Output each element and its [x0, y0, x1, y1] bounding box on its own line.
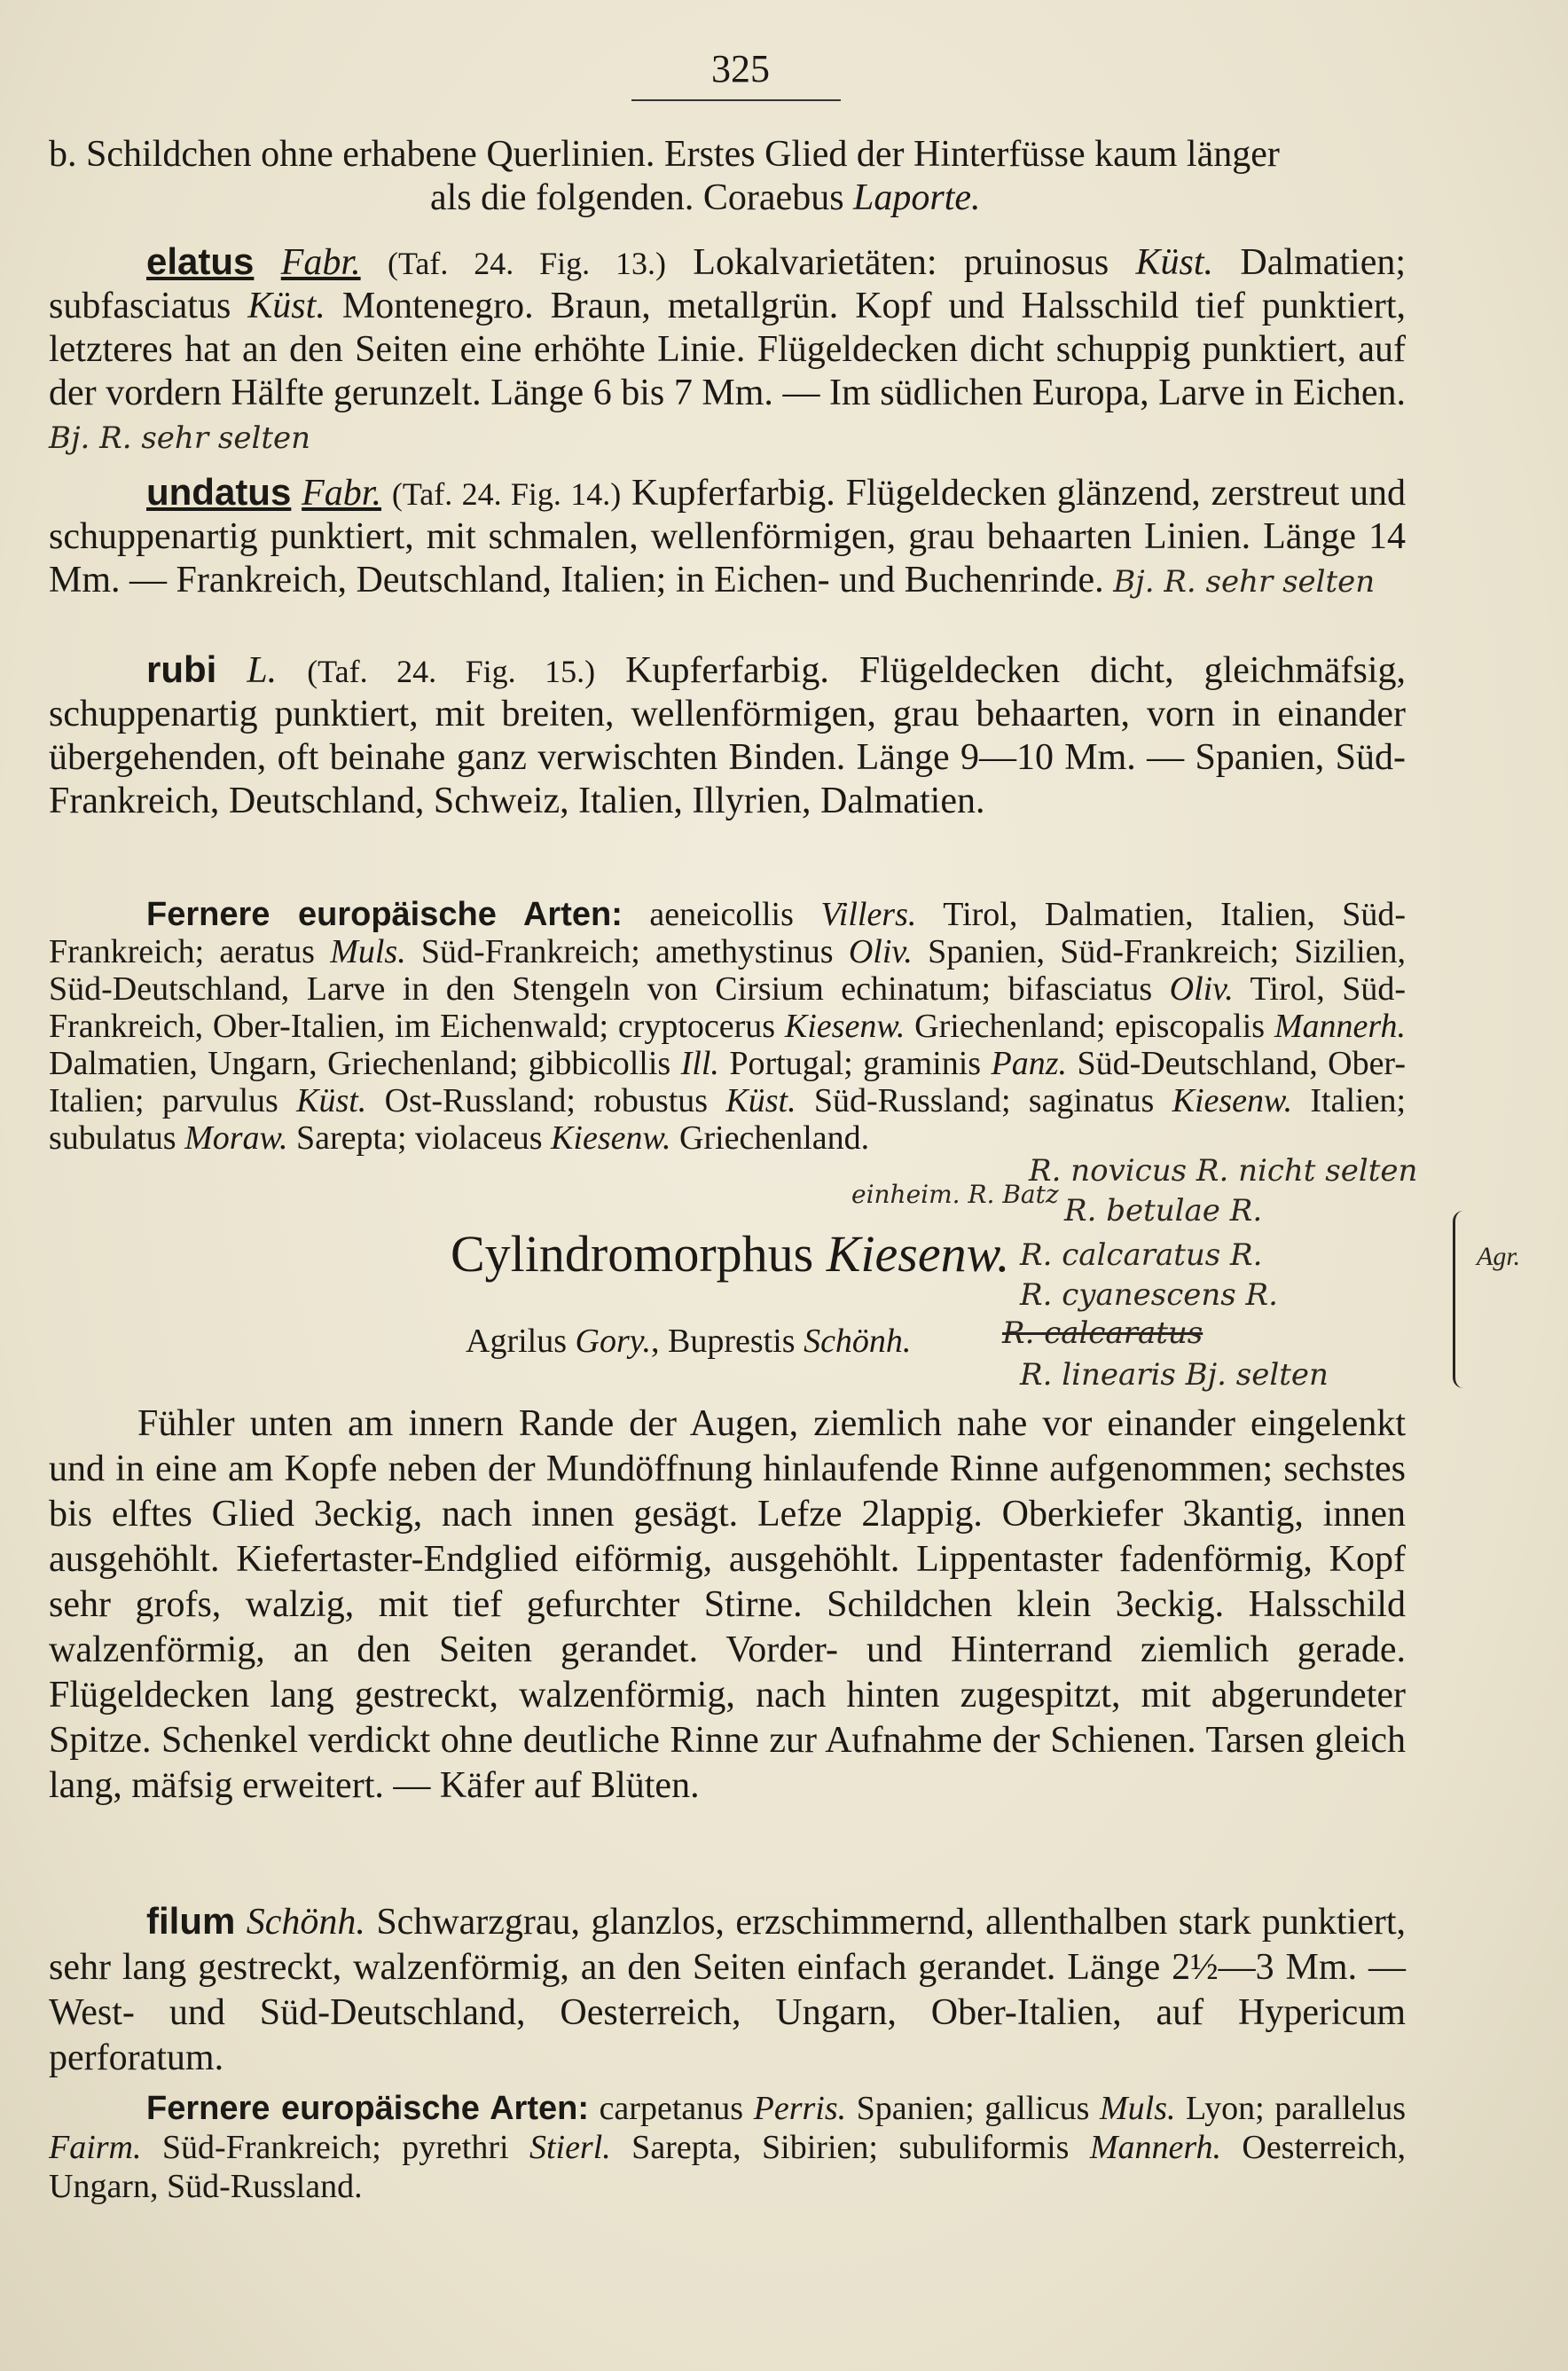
- genus-synonyms: [466, 1322, 911, 1361]
- t: Tirol, Dalmatien, Italien, Süd-Frankreich; aeratus: [49, 896, 1406, 970]
- species-filum: [49, 1898, 1406, 2081]
- a: Moraw.: [184, 1119, 288, 1157]
- species-rubi: [49, 648, 1406, 823]
- a: Küst.: [296, 1082, 367, 1119]
- a: Ill.: [680, 1045, 719, 1082]
- t: Sarepta; violaceus: [287, 1119, 552, 1157]
- t: Sarepta, Sibirien; subuliformis: [610, 2129, 1090, 2166]
- handwritten-note-7: R. linearis Bj. selten: [1020, 1357, 1329, 1393]
- handwritten-note-1: R. novicus R. nicht selten: [1029, 1153, 1418, 1189]
- t: Süd-Deutschland, Ober-Italien; parvulus: [49, 1045, 1406, 1119]
- a: Panz.: [991, 1045, 1068, 1082]
- section-b-line2: [49, 177, 1406, 220]
- species-author: Fabr.: [302, 473, 382, 514]
- a: Stierl.: [529, 2129, 611, 2166]
- elatus-text-b: Dalmatien; subfasciatus: [49, 242, 1407, 326]
- filum-paragraph: [49, 1898, 1406, 2081]
- species-author: Schönh.: [246, 1902, 365, 1943]
- handwritten-note-6: R. calcaratus: [1002, 1315, 1203, 1351]
- t: Süd-Frankreich; pyrethri: [141, 2129, 529, 2166]
- a: Küst.: [725, 1082, 796, 1119]
- genus-description: [49, 1401, 1406, 1809]
- handwritten-note: Bj. R. sehr selten: [1113, 564, 1376, 600]
- section-b-line1: b. Schildchen ohne erhabene Querlinien. Erstes Glied der Hinterfüsse kaum länger: [49, 134, 1280, 175]
- t: Italien; subulatus: [49, 1082, 1407, 1157]
- handwritten-note-2: einheim. R. Batz: [851, 1180, 1059, 1209]
- species-author: Fabr.: [280, 242, 361, 283]
- elatus-text-a: Lokalvarietäten: pruinosus: [665, 242, 1136, 283]
- handwritten-note-4: R. calcaratus R.: [1020, 1237, 1263, 1273]
- genus-name: Cylindromorphus: [451, 1225, 814, 1283]
- other-species-paragraph: [49, 2089, 1406, 2206]
- synonym-1: Agrilus: [466, 1323, 576, 1360]
- synonym-2-author: Schönh.: [804, 1323, 912, 1360]
- a: Mannerh.: [1089, 2129, 1221, 2166]
- a: Muls.: [1099, 2090, 1176, 2127]
- other-species-paragraph: [49, 896, 1406, 1157]
- t: Tirol, Süd-Frankreich, Ober-Italien, im Eichenwald; cryptocerus: [49, 970, 1407, 1045]
- elatus-author-1: Küst.: [1135, 242, 1214, 283]
- rubi-text: Kupferfarbig. Flügeldecken dicht, gleichmäfsig, schuppenartig punktiert, mit breiten, wellenförmigen, grau behaarten, vorn in einander übergehenden, oft beinahe ganz verwischten Binden. Länge 9—10 Mm. — Spanien, Süd-Frankreich, Deutschland, Schweiz, Italien, Illyrien, Dalmatien.: [49, 650, 1407, 821]
- handwritten-brace-label: Agr.: [1477, 1242, 1521, 1271]
- t: Lyon; parallelus: [1175, 2090, 1407, 2127]
- genus-heading: [451, 1224, 1009, 1284]
- page-number-rule: [631, 99, 841, 101]
- undatus-text: Kupferfarbig. Flügeldecken glänzend, zerstreut und schuppenartig punktiert, mit schmalen, wellenförmigen, grau behaarten Linien. Länge 14 Mm. — Frankreich, Deutschland, Italien; in Eichen- und Buchenrinde.: [49, 473, 1407, 601]
- genus-author: Kiesenw.: [826, 1225, 1010, 1283]
- a: Kiesenw.: [1172, 1082, 1293, 1119]
- a: Mannerh.: [1274, 1008, 1406, 1045]
- species-undatus: [49, 470, 1406, 604]
- plate-ref: (Taf. 24. Fig. 15.): [307, 654, 596, 689]
- species-name: elatus: [146, 240, 255, 282]
- other-species-2: [49, 2089, 1406, 2206]
- a: Kiesenw.: [551, 1119, 671, 1157]
- species-author: L.: [247, 650, 278, 691]
- elatus-paragraph: [49, 239, 1406, 460]
- t: carpetanus: [589, 2090, 754, 2127]
- handwritten-brace: [1453, 1211, 1471, 1388]
- t: Süd-Frankreich; amethystinus: [405, 933, 849, 970]
- a: Perris.: [753, 2090, 847, 2127]
- other-species-label: Fernere europäische Arten:: [146, 2090, 589, 2127]
- section-b: [49, 133, 1406, 220]
- page-number: 325: [711, 47, 770, 90]
- t: Süd-Russland; saginatus: [796, 1082, 1172, 1119]
- rubi-paragraph: [49, 648, 1406, 823]
- species-elatus: [49, 239, 1406, 460]
- species-name: rubi: [146, 648, 217, 690]
- other-species-label: Fernere europäische Arten:: [146, 896, 623, 933]
- t: Spanien; gallicus: [846, 2090, 1100, 2127]
- undatus-paragraph: [49, 470, 1406, 604]
- species-name: filum: [146, 1900, 236, 1942]
- filum-text: Schwarzgrau, glanzlos, erzschimmernd, allenthalben stark punktiert, sehr lang gestreckt, walzenförmig, an den Seiten einfach gerandet. Länge 2½—3 Mm. — West- und Süd-Deutschland, Oesterreich, Ungarn, Ober-Italien, auf Hypericum perforatum.: [49, 1902, 1407, 2078]
- section-b-genus: als die folgenden. Coraebus: [430, 177, 854, 218]
- synonym-2: , Buprestis: [651, 1323, 804, 1360]
- t: Dalmatien, Ungarn, Griechenland; gibbicollis: [49, 1045, 681, 1082]
- plate-ref: (Taf. 24. Fig. 14.): [391, 476, 622, 512]
- handwritten-note-5: R. cyanescens R.: [1020, 1277, 1278, 1313]
- description-text: Fühler unten am innern Rande der Augen, ziemlich nahe vor einander eingelenkt und in eine am Kopfe neben der Mundöffnung hinlaufende Rinne aufgenommen; sechstes bis elftes Glied 3eckig, nach innen gesägt. Lefze 2lappig. Oberkiefer 3kantig, innen ausgehöhlt. Kiefertaster-Endglied eiförmig, ausgehöhlt. Lippentaster fadenförmig, Kopf sehr grofs, walzig, mit tief gefurchter Stirne. Schildchen klein 3eckig. Halsschild walzenförmig, an den Seiten gerandet. Vorder- und Hinterrand ziemlich gerade. Flügeldecken lang gestreckt, walzenförmig, nach hinten zugespitzt, mit abgerundeter Spitze. Schenkel verdickt ohne deutliche Rinne zur Aufnahme der Schienen. Tarsen gleich lang, mäfsig erweitert. — Käfer auf Blüten.: [49, 1403, 1406, 1806]
- other-species-1: [49, 896, 1406, 1157]
- plate-ref: (Taf. 24. Fig. 13.): [387, 246, 666, 281]
- handwritten-note: Bj. R. sehr selten: [49, 420, 311, 456]
- a: Kiesenw.: [784, 1008, 906, 1045]
- elatus-author-2: Küst.: [247, 286, 325, 326]
- t: Oesterreich, Ungarn, Süd-Russland.: [49, 2129, 1406, 2205]
- species-name: undatus: [146, 471, 292, 513]
- t: Portugal; graminis: [718, 1045, 992, 1082]
- section-b-author: Laporte.: [853, 177, 981, 218]
- a: Oliv.: [1169, 970, 1234, 1008]
- a: Oliv.: [848, 933, 913, 970]
- t: Spanien, Süd-Frankreich; Sizilien, Süd-Deutschland, Larve in den Stengeln von Cirsium echinatum; bifasciatus: [49, 933, 1407, 1008]
- a: Fairm.: [49, 2129, 142, 2166]
- t: Griechenland; episcopalis: [905, 1008, 1274, 1045]
- t: Ost-Russland; robustus: [366, 1082, 726, 1119]
- elatus-text-c: Montenegro. Braun, metallgrün. Kopf und Halsschild tief punktiert, letzteres hat an den Seiten eine erhöhte Linie. Flügeldecken dicht schuppig punktiert, auf der vordern Hälfte gerunzelt. Länge 6 bis 7 Mm. — Im südlichen Europa, Larve in Eichen.: [49, 286, 1406, 413]
- a: Muls.: [330, 933, 406, 970]
- t: aeneicollis: [622, 896, 821, 933]
- handwritten-note-3: R. betulae R.: [1064, 1193, 1263, 1229]
- synonym-1-author: Gory.: [575, 1323, 651, 1360]
- t: Griechenland.: [670, 1119, 870, 1157]
- a: Villers.: [820, 896, 917, 933]
